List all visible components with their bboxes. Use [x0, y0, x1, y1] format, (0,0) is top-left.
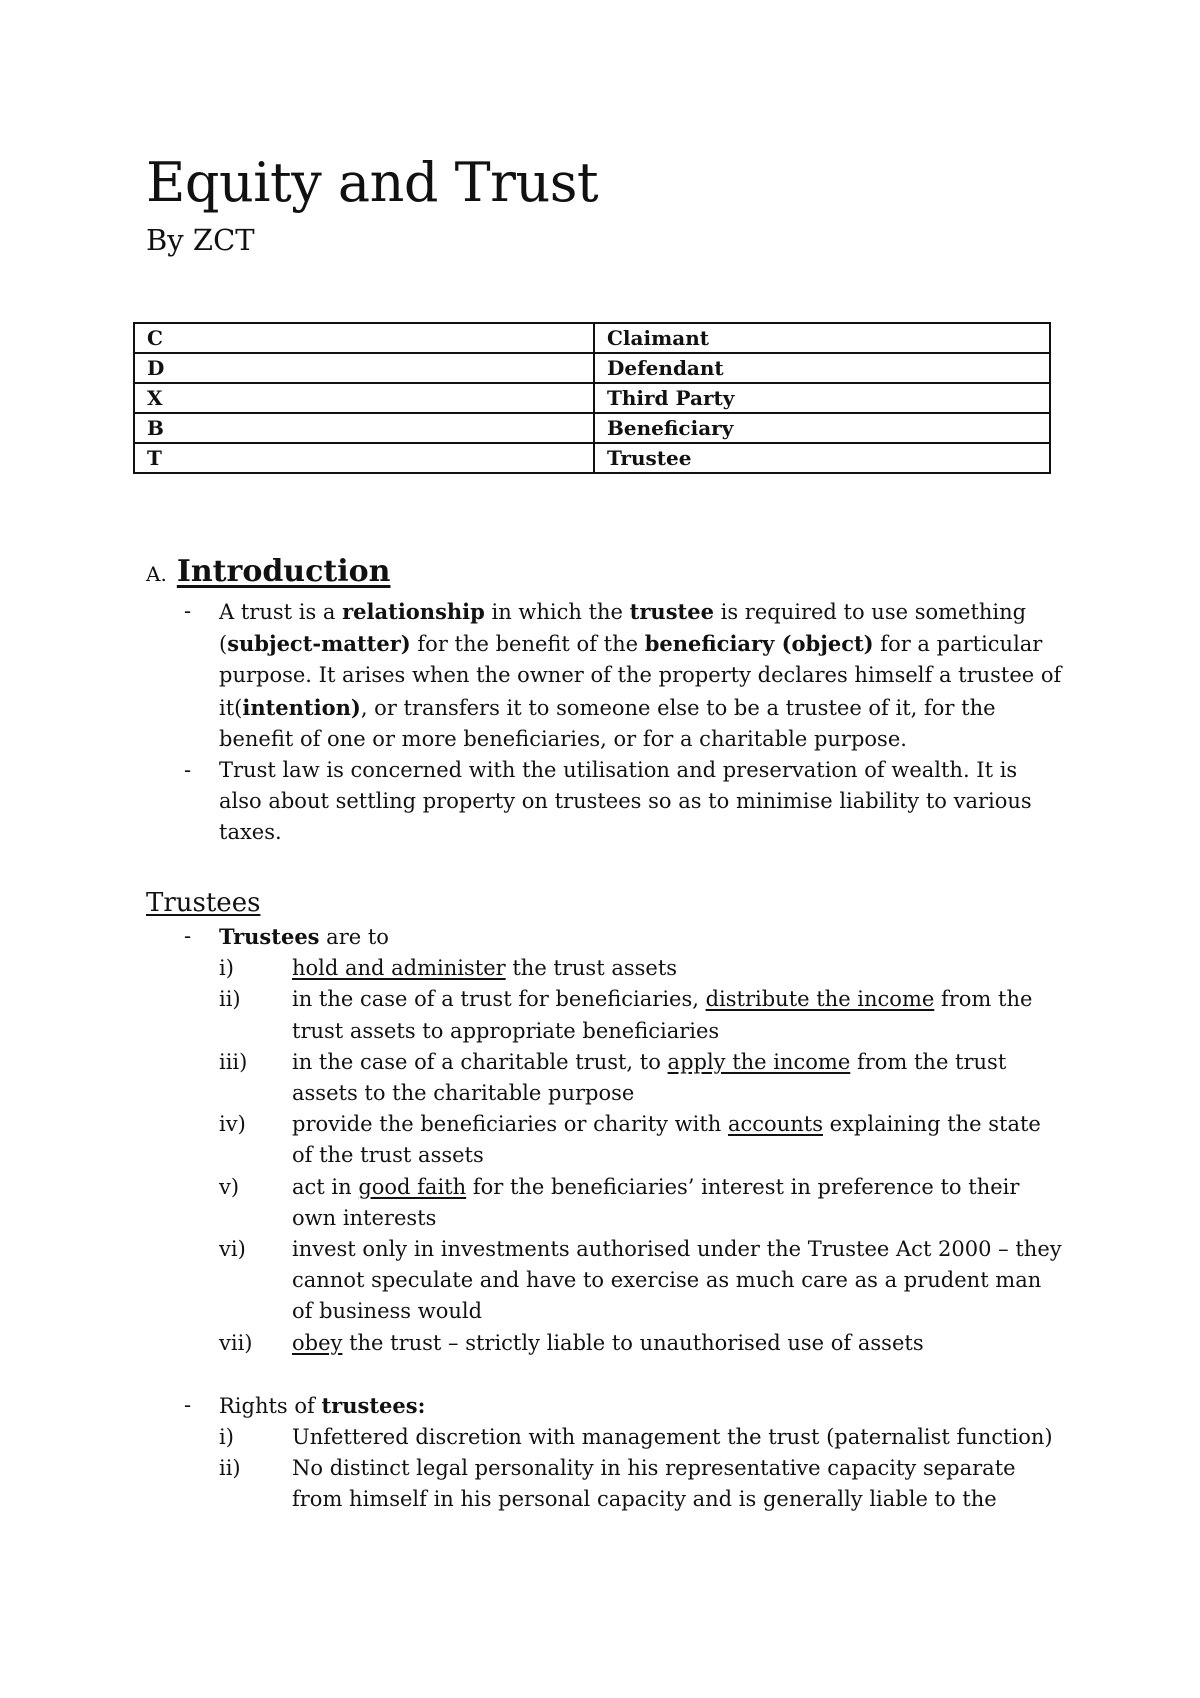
table-row [134, 413, 1050, 443]
duty-item: i) hold and administer the trust assets [219, 956, 678, 981]
meaning-cell: Third Party [594, 383, 1050, 413]
table-row [134, 323, 1050, 353]
meaning-cell: Claimant [594, 323, 1050, 353]
abbr-cell: X [134, 383, 594, 413]
duty-item: iv) provide the beneficiaries or charity with accounts explaining the state of the trust assets [219, 1112, 1041, 1168]
introduction-body [146, 596, 1066, 849]
duty-item: vi) invest only in investments authorised under the Trustee Act 2000 – they cannot speculate and have to exercise as much care as a prudent man of business would [219, 1237, 1062, 1324]
abbr-cell: D [134, 353, 594, 383]
duty-item: ii) in the case of a trust for beneficiaries, distribute the income from the trust assets to appropriate beneficiaries [219, 987, 1033, 1043]
trustees-list [146, 921, 1066, 1516]
duty-item: iii) in the case of a charitable trust, to apply the income from the trust assets to the charitable purpose [219, 1049, 1007, 1106]
table-row [134, 353, 1050, 383]
list-item: - A trust is a relationship in which the trustee is required to use something (subject-matter) for the benefit of the beneficiary (object) for a particular purpose. It arises when the owner of the property declares himself a trustee of it(intention), or transfers it to someone else to be a trustee of it, for the benefit of one or more beneficiaries, or for a charitable purpose. [146, 596, 1066, 755]
abbreviations-table [133, 322, 1051, 474]
trustees-heading: Trustees [146, 888, 261, 918]
meaning-cell: Defendant [594, 353, 1050, 383]
list-item: - Rights of trustees: i) Unfettered discretion with management the trust (paternalist function) ii) No distinct legal personality in his representative capacity separate from himself in his personal capacity and is generally liable to the [146, 1390, 1066, 1516]
abbr-cell: T [134, 443, 594, 473]
meaning-cell: Beneficiary [594, 413, 1050, 443]
table-row [134, 383, 1050, 413]
section-heading-introduction [146, 552, 390, 594]
section-heading-text: Introduction [176, 554, 391, 589]
section-marker: A. [146, 562, 167, 586]
introduction-list [146, 596, 1066, 849]
list-item: - Trust law is concerned with the utilisation and preservation of wealth. It is also about settling property on trustees so as to minimise liability to various taxes. [146, 755, 1066, 849]
abbr-cell: C [134, 323, 594, 353]
right-item: ii) No distinct legal personality in his representative capacity separate from himself in his personal capacity and is generally liable to the [219, 1456, 1016, 1512]
document-author: By ZCT [146, 223, 255, 257]
trustees-body [146, 921, 1066, 1516]
rights-list [146, 1422, 1066, 1516]
meaning-cell: Trustee [594, 443, 1050, 473]
table-row [134, 443, 1050, 473]
duty-item: v) act in good faith for the beneficiaries’ interest in preference to their own interests [219, 1174, 1020, 1230]
duties-list [146, 953, 1066, 1359]
list-item: - Trustees are to i) hold and administer the trust assets ii) in the case of a trust for beneficiaries, distribute the income from the trust assets to appropriate beneficiaries iii) in the case of a charitable trust, to apply the income from the trust assets to the charitable purpose iv) provide the beneficiaries or charity with accounts explaining the state of the trust assets v) act in good faith for the beneficiaries’ interest in preference to their own interests vi) invest only in investments authorised under the Trustee Act 2000 – they cannot speculate and have to exercise as much care as a prudent man of business would vii) obey the trust – strictly liable to unauthorised use of assets [146, 921, 1066, 1359]
right-item: i) Unfettered discretion with management the trust (paternalist function) [219, 1425, 1053, 1450]
duty-item: vii) obey the trust – strictly liable to unauthorised use of assets [219, 1330, 924, 1355]
abbr-cell: B [134, 413, 594, 443]
document-title: Equity and Trust [146, 151, 599, 214]
